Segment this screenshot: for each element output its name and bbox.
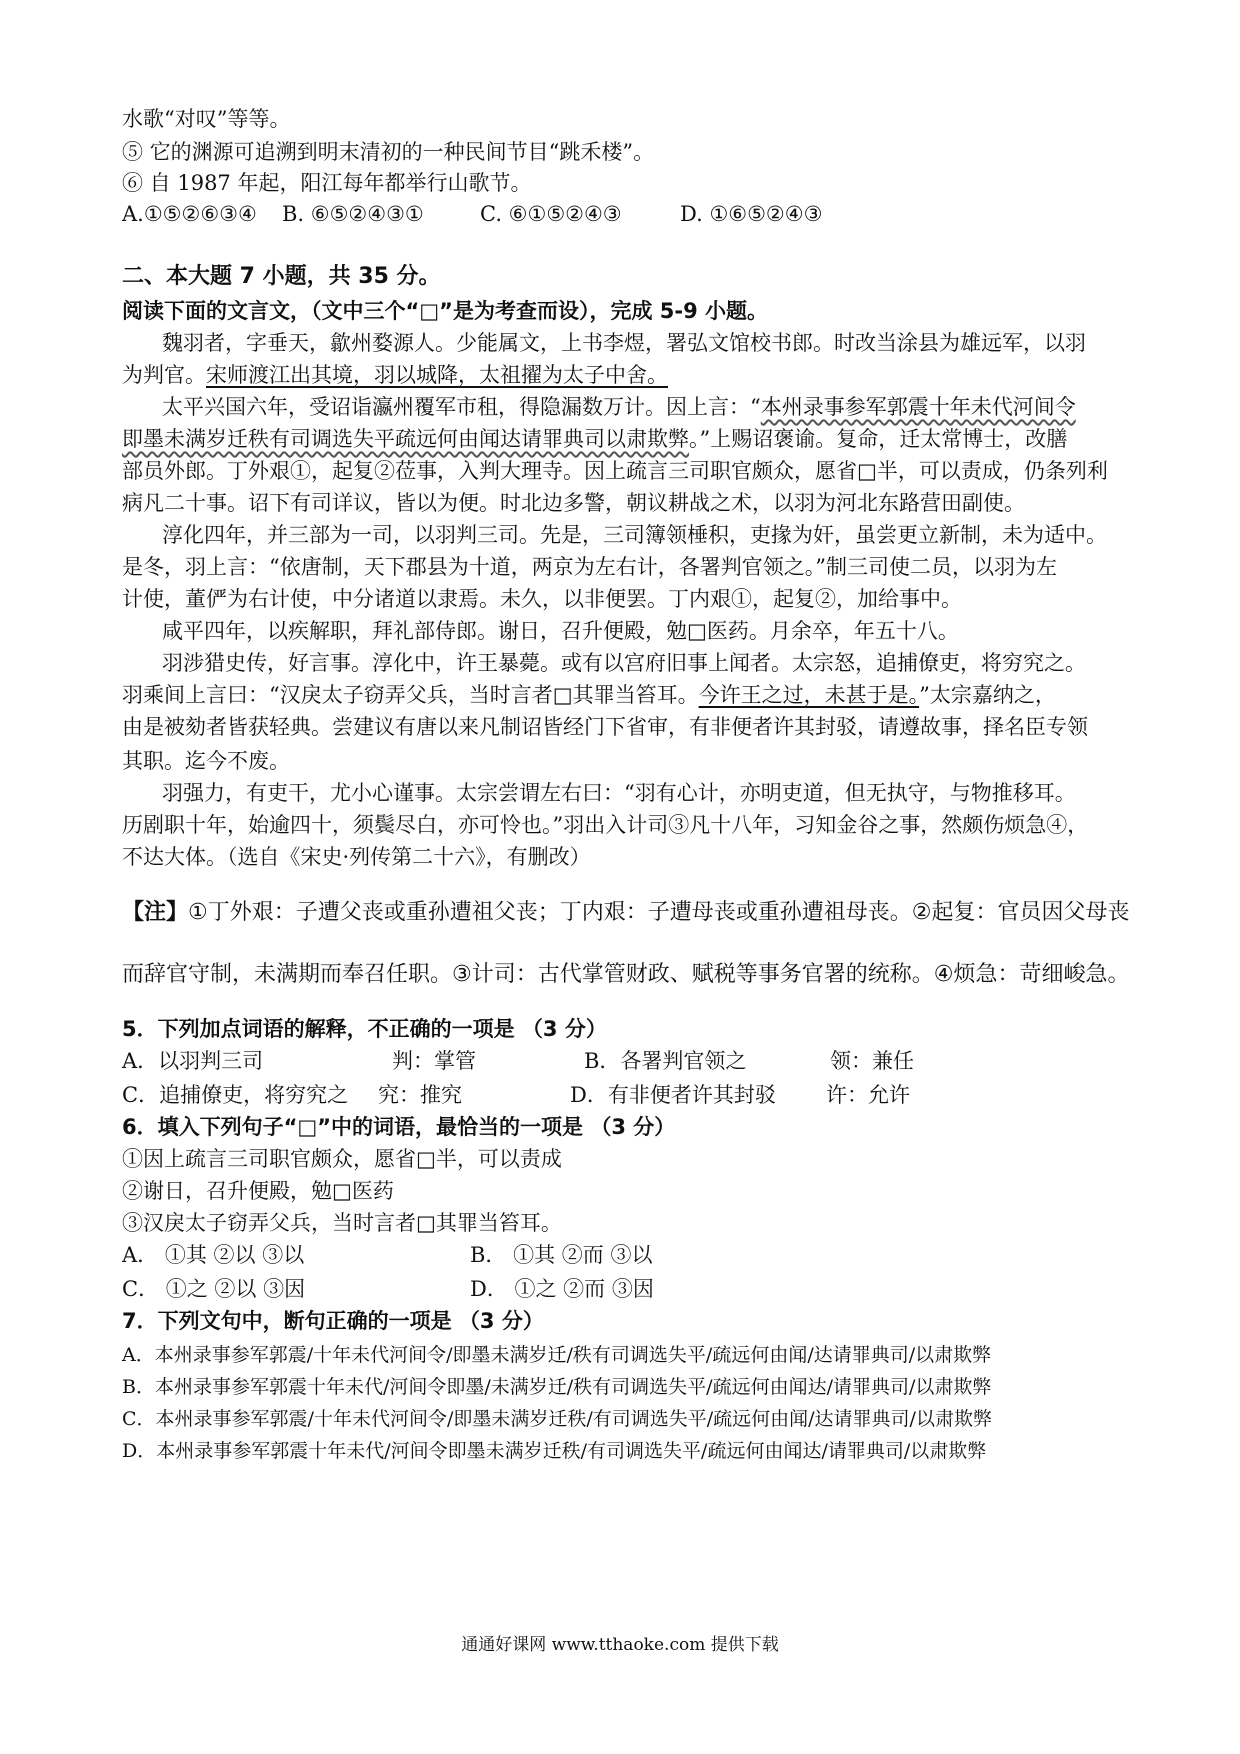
passage-line: 羽强力，有吏干，尤小心谨事。太宗尝谓左右曰：“羽有心计，亦明吏道，但无执守，与物推移耳。 <box>162 781 1076 805</box>
passage-text: 太平兴国六年，受诏诣瀛州覆军市租，得隐漏数万计。因上言：“ <box>162 395 761 419</box>
q7-option-b: B．本州录事参军郭震十年未代/河间令即墨/未满岁迁/秩有司调选失平/疏远何由闻达/请罪典司/以肃欺弊 <box>122 1376 992 1398</box>
passage-line: 是冬，羽上言：“依唐制，天下郡县为十道，两京为左右计，各署判官领之。”制三司使二员，以羽为左 <box>122 555 1057 579</box>
q5-option-b: B．各署判官领之 <box>584 1049 747 1073</box>
option-a: A.①⑤②⑥③④ <box>122 202 257 226</box>
q5-option-b-explanation: 领：兼任 <box>830 1049 914 1073</box>
passage-line <box>122 680 1056 710</box>
page-footer: 通通好课网 www.tthaoke.com 提供下载 <box>461 1635 779 1655</box>
q6-sentence: ③汉戾太子窃弄父兵，当时言者□其罪当笞耳。 <box>122 1211 562 1235</box>
question-7-stem: 7．下列文句中，断句正确的一项是 （3 分） <box>122 1309 544 1333</box>
q5-option-a: A．以羽判三司 <box>122 1049 264 1073</box>
section-title: 二、本大题 7 小题，共 35 分。 <box>122 264 441 289</box>
q5-option-c: C．追捕僚吏，将穷究之 <box>122 1083 349 1107</box>
underlined-sentence: 今许王之过，未甚于是。 <box>698 683 920 707</box>
q7-option-a: A．本州录事参军郭震/十年未代河间令/即墨未满岁迁/秩有司调选失平/疏远何由闻/达请罪典司/以肃欺弊 <box>122 1344 992 1366</box>
passage-line: 由是被劾者皆获轻典。尝建议有唐以来凡制诏皆经门下省审，有非便者许其封驳，请遵故事，择名臣专领 <box>122 715 1088 739</box>
wavy-underlined-text: 本州录事参军郭震十年未代河间令 <box>760 395 1076 419</box>
q6-sentence: ②谢日，召升便殿，勉□医药 <box>122 1179 394 1203</box>
passage-line: 不达大体。（选自《宋史·列传第二十六》，有删改） <box>122 845 591 869</box>
passage-line <box>122 360 668 390</box>
passage-line <box>122 424 1067 454</box>
passage-line: 羽涉猎史传，好言事。淳化中，许王暴薨。或有以宫府旧事上闻者。太宗怒，追捕僚吏，将穷究之。 <box>162 651 1086 675</box>
passage-text: 为判官。 <box>122 363 206 387</box>
note-line <box>122 898 1129 928</box>
q7-option-c: C．本州录事参军郭震/十年未代河间令/即墨未满岁迁秩/有司调选失平/疏远何由闻/达请罪典司/以肃欺弊 <box>122 1408 992 1430</box>
text-line: ⑥ 自 1987 年起，阳江每年都举行山歌节。 <box>122 171 532 195</box>
q6-option-d: D． ①之 ②而 ③因 <box>470 1277 654 1301</box>
option-d: D. ①⑥⑤②④③ <box>680 202 823 226</box>
passage-text: ”太宗嘉纳之， <box>919 683 1056 707</box>
passage-line: 计使，董俨为右计使，中分诸道以隶焉。未久，以非便罢。丁内艰①，起复②，加给事中。 <box>122 587 962 611</box>
q5-option-d-explanation: 许：允许 <box>826 1083 910 1107</box>
passage-line: 魏羽者，字垂天，歙州婺源人。少能属文，上书李煜，署弘文馆校书郎。时改当涂县为雄远军，以羽 <box>162 331 1086 355</box>
note-text: ①丁外艰：子遭父丧或重孙遭祖父丧；丁内艰：子遭母丧或重孙遭祖母丧。②起复：官员因父母丧 <box>188 900 1130 925</box>
note-line: 而辞官守制，未满期而奉召任职。③计司：古代掌管财政、赋税等事务官署的统称。④烦急：苛细峻急。 <box>122 962 1130 987</box>
note-label: 【注】 <box>122 900 189 925</box>
q5-option-a-explanation: 判：掌管 <box>392 1049 476 1073</box>
option-c: C. ⑥①⑤②④③ <box>480 202 622 226</box>
passage-line: 病凡二十事。诏下有司详议，皆以为便。时北边多警，朝议耕战之术，以羽为河北东路营田副使。 <box>122 491 1025 515</box>
q6-sentence: ①因上疏言三司职官颇众，愿省□半，可以责成 <box>122 1147 562 1171</box>
q6-option-a: A． ①其 ②以 ③以 <box>122 1243 305 1267</box>
passage-line: 淳化四年，并三部为一司，以羽判三司。先是，三司簿领棰积，吏掾为奸，虽尝更立新制，未为适中。 <box>162 523 1107 547</box>
question-6-stem: 6．填入下列句子“□”中的词语，最恰当的一项是 （3 分） <box>122 1115 676 1139</box>
text-line: ⑤ 它的渊源可追溯到明末清初的一种民间节目“跳禾楼”。 <box>122 140 655 164</box>
passage-line: 其职。迄今不废。 <box>122 749 290 773</box>
underlined-sentence: 宋师渡江出其境，羽以城降，太祖擢为太子中舍。 <box>206 363 668 387</box>
q5-option-d: D．有非便者许其封驳 <box>570 1083 776 1107</box>
section-instruction: 阅读下面的文言文，（文中三个“□”是为考查而设），完成 5-9 小题。 <box>122 299 769 323</box>
option-b: B. ⑥⑤②④③① <box>282 202 424 226</box>
text-line: 水歌“对叹”等等。 <box>122 107 291 131</box>
passage-line: 咸平四年，以疾解职，拜礼部侍郎。谢日，召升便殿，勉□医药。月余卒，年五十八。 <box>162 619 959 643</box>
passage-line: 部员外郎。丁外艰①，起复②莅事，入判大理寺。因上疏言三司职官颇众，愿省□半，可以责成，仍条列利 <box>122 459 1108 483</box>
passage-line: 历剧职十年，始逾四十，须鬓尽白，亦可怜也。”羽出入计司③凡十八年，习知金谷之事，然颇伤烦急④， <box>122 813 1089 837</box>
q5-option-c-explanation: 究：推究 <box>378 1083 462 1107</box>
passage-text: 羽乘间上言曰：“汉戾太子窃弄父兵，当时言者□其罪当笞耳。 <box>122 683 699 707</box>
wavy-underlined-text: 即墨未满岁迁秩有司调选失平疏远何由闻达请罪典司以肃欺弊 <box>122 427 689 451</box>
q6-option-b: B． ①其 ②而 ③以 <box>470 1243 653 1267</box>
passage-text: 。”上赐诏褒谕。复命，迁太常博士，改膳 <box>689 427 1068 451</box>
passage-line <box>162 392 1076 422</box>
q7-option-d: D．本州录事参军郭震十年未代/河间令即墨未满岁迁秩/有司调选失平/疏远何由闻达/请罪典司/以肃欺弊 <box>122 1440 987 1462</box>
q6-option-c: C． ①之 ②以 ③因 <box>122 1277 306 1301</box>
question-5-stem: 5．下列加点词语的解释，不正确的一项是 （3 分） <box>122 1017 607 1041</box>
